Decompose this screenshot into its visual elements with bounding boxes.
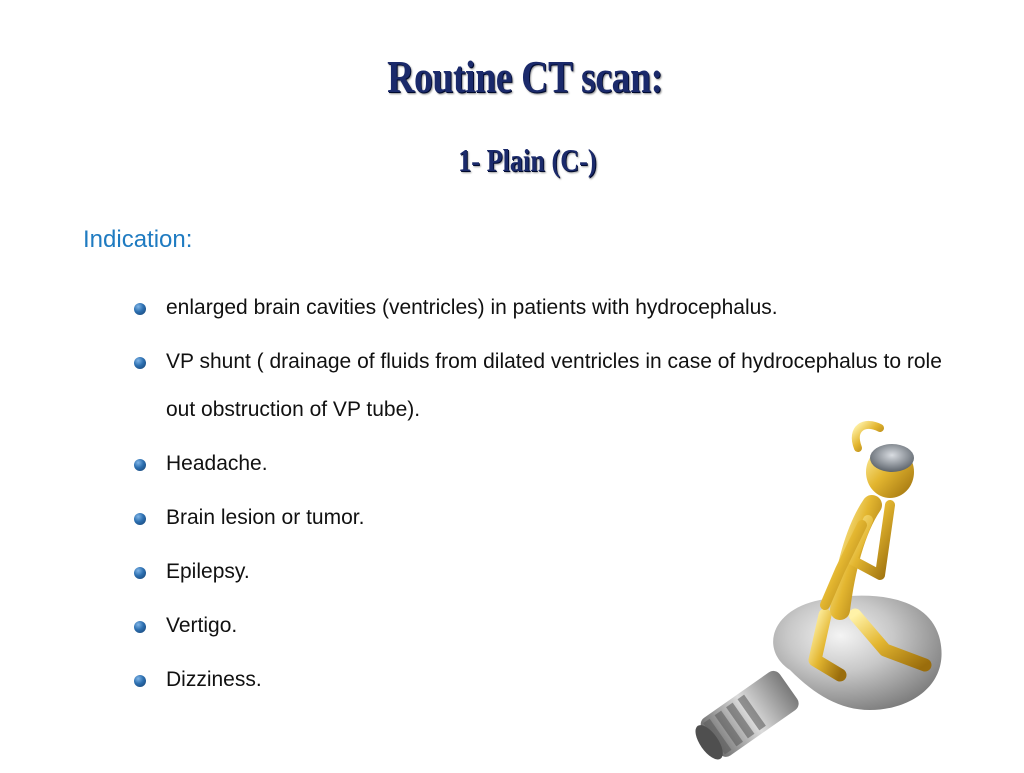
indication-heading: Indication: [83, 226, 193, 253]
list-item-text: Headache. [166, 452, 268, 475]
list-item-text: Dizziness. [166, 668, 262, 691]
thinker-on-lightbulb-icon [640, 410, 1024, 768]
list-item-text: Brain lesion or tumor. [166, 506, 365, 529]
brain [870, 444, 914, 472]
list-item-text: Epilepsy. [166, 560, 250, 583]
list-item-text: VP shunt ( drainage of fluids from dilated ventricles in case of hydrocephalus to role out obstruction of VP tube). [166, 350, 942, 421]
bullet-icon [134, 621, 146, 633]
bullet-icon [134, 459, 146, 471]
lightbulb-base [689, 668, 802, 766]
list-item-text: enlarged brain cavities (ventricles) in patients with hydrocephalus. [166, 296, 778, 319]
slide-title: Routine CT scan: [387, 51, 663, 102]
slide-subtitle: 1- Plain (C-) [458, 142, 597, 178]
bullet-icon [134, 357, 146, 369]
bullet-icon [134, 513, 146, 525]
bullet-icon [134, 675, 146, 687]
bullet-icon [134, 567, 146, 579]
list-item-text: Vertigo. [166, 614, 238, 637]
list-item [132, 284, 952, 332]
bullet-icon [134, 303, 146, 315]
